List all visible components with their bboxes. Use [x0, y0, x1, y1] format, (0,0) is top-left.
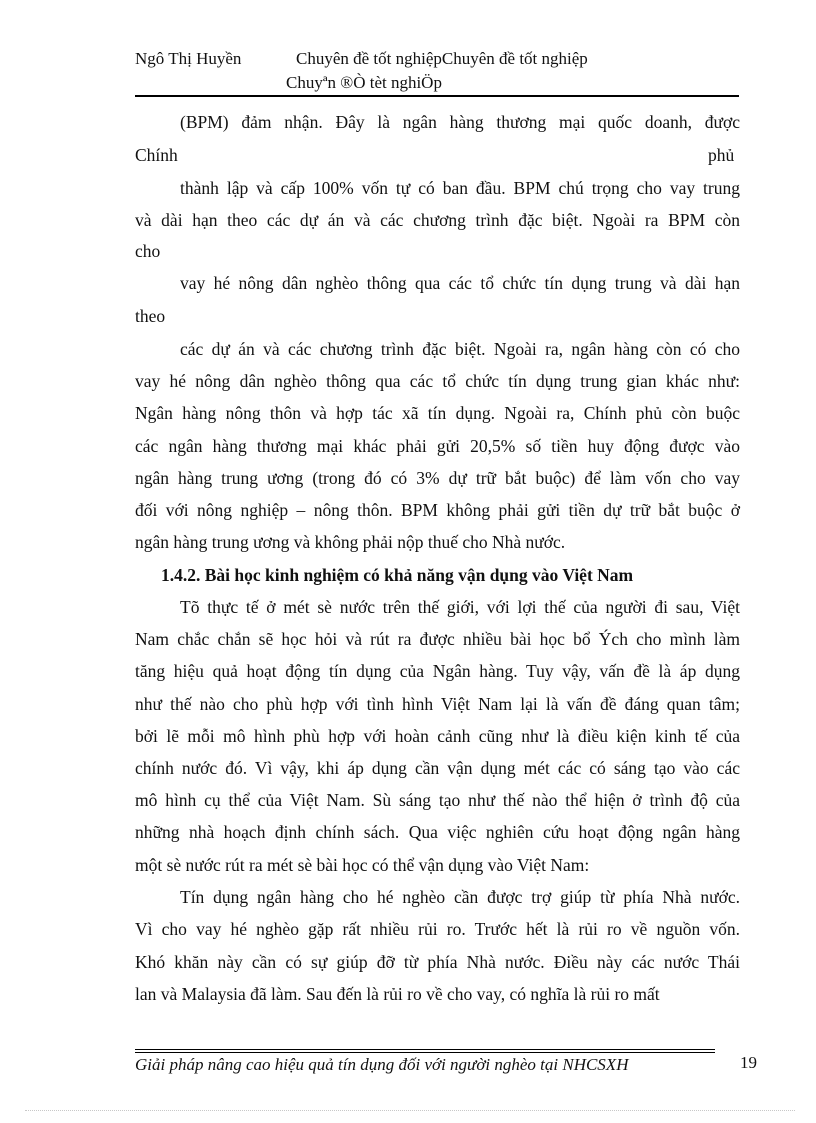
body-line: Tín dụng ngân hàng cho hé nghèo cần được trợ giúp từ phía Nhà nước. [180, 887, 740, 907]
body-line: các ngân hàng thương mại khác phải gửi 20,5% số tiền huy động được vào [135, 436, 740, 456]
page-number: 19 [740, 1053, 757, 1072]
page-bottom-divider [25, 1110, 795, 1111]
footer-rule [135, 1049, 715, 1050]
body-line: các dự án và các chương trình đặc biệt. Ngoài ra, ngân hàng còn có cho [180, 339, 740, 359]
body-line: ngân hàng trung ương và không phải nộp thuế cho Nhà nước. [135, 532, 566, 552]
body-line: (BPM) đảm nhận. Đây là ngân hàng thương mại quốc doanh, được [180, 112, 740, 132]
body-line: thành lập và cấp 100% vốn tự có ban đầu. BPM chú trọng cho vay trung [180, 178, 740, 198]
body-line: cho [135, 241, 161, 261]
body-line: lan và Malaysia đã làm. Sau đến là rủi ro về cho vay, có nghĩa là rủi ro mất [135, 984, 660, 1004]
body-line: Ngân hàng nông thôn và hợp tác xã tín dụng. Ngoài ra, Chính phủ còn buộc [135, 403, 740, 423]
body-line: Chính [135, 145, 178, 165]
header-rule [135, 95, 739, 97]
body-line: như thế nào cho phù hợp với tình hình Việt Nam lại là vấn đề đáng quan tâm; [135, 694, 740, 714]
body-line: đối với nông nghiệp – nông thôn. BPM không phải gửi tiền dự trữ bắt buộc ở [135, 500, 740, 520]
body-line: Nam chắc chắn sẽ học hỏi và rút ra được nhiều bài học bổ Ých cho mình làm [135, 629, 740, 649]
body-line: ngân hàng trung ương (trong đó có 3% dự trữ bắt buộc) để làm vốn cho vay [135, 468, 740, 488]
body-line: vay hé nông dân nghèo thông qua các tổ chức tín dụng trung và dài hạn [180, 273, 740, 293]
body-line: những nhà hoạch định chính sách. Qua việc nghiên cứu hoạt động ngân hàng [135, 822, 740, 842]
body-line: một sè nước rút ra mét sè bài học có thể vận dụng vào Việt Nam: [135, 855, 590, 875]
body-line: vay hé nông dân nghèo thông qua các tổ chức tín dụng trung gian khác như: [135, 371, 740, 391]
header-title-line1: Chuyên đề tốt nghiệpChuyên đề tốt nghiệp [296, 49, 588, 68]
body-line: và dài hạn theo các dự án và các chương trình đặc biệt. Ngoài ra BPM còn [135, 210, 740, 230]
header-author: Ngô Thị Huyền [135, 49, 242, 68]
body-line: tăng hiệu quả hoạt động tín dụng của Ngân hàng. Tuy vậy, vấn đề là áp dụng [135, 661, 740, 681]
body-line: phủ [708, 145, 735, 165]
body-line: bởi lẽ mỗi mô hình phù hợp với hoàn cảnh cũng như là điều kiện kinh tế của [135, 726, 740, 746]
body-line: Khó khăn này cần có sự giúp đỡ từ phía Nhà nước. Điều này các nước Thái [135, 952, 740, 972]
footer-title: Giải pháp nâng cao hiệu quả tín dụng đối với người nghèo tại NHCSXH [135, 1055, 629, 1074]
section-heading: 1.4.2. Bài học kinh nghiệm có khả năng vận dụng vào Việt Nam [161, 565, 634, 585]
body-line: chính nước đó. Vì vậy, khi áp dụng cần vận dụng mét các có sáng tạo vào các [135, 758, 740, 778]
body-line: Tõ thực tế ở mét sè nước trên thế giới, với lợi thế của người đi sau, Việt [180, 597, 740, 617]
body-line: Vì cho vay hé nghèo gặp rất nhiều rủi ro. Trước hết là rủi ro về nguồn vốn. [135, 919, 740, 939]
footer-rule [135, 1052, 715, 1053]
body-line: theo [135, 306, 166, 326]
body-line: mô hình cụ thể của Việt Nam. Sù sáng tạo như thế nào thể hiện ở trình độ của [135, 790, 740, 810]
header-title-line2: Chuyªn ®Ò tèt nghiÖp [286, 73, 442, 92]
